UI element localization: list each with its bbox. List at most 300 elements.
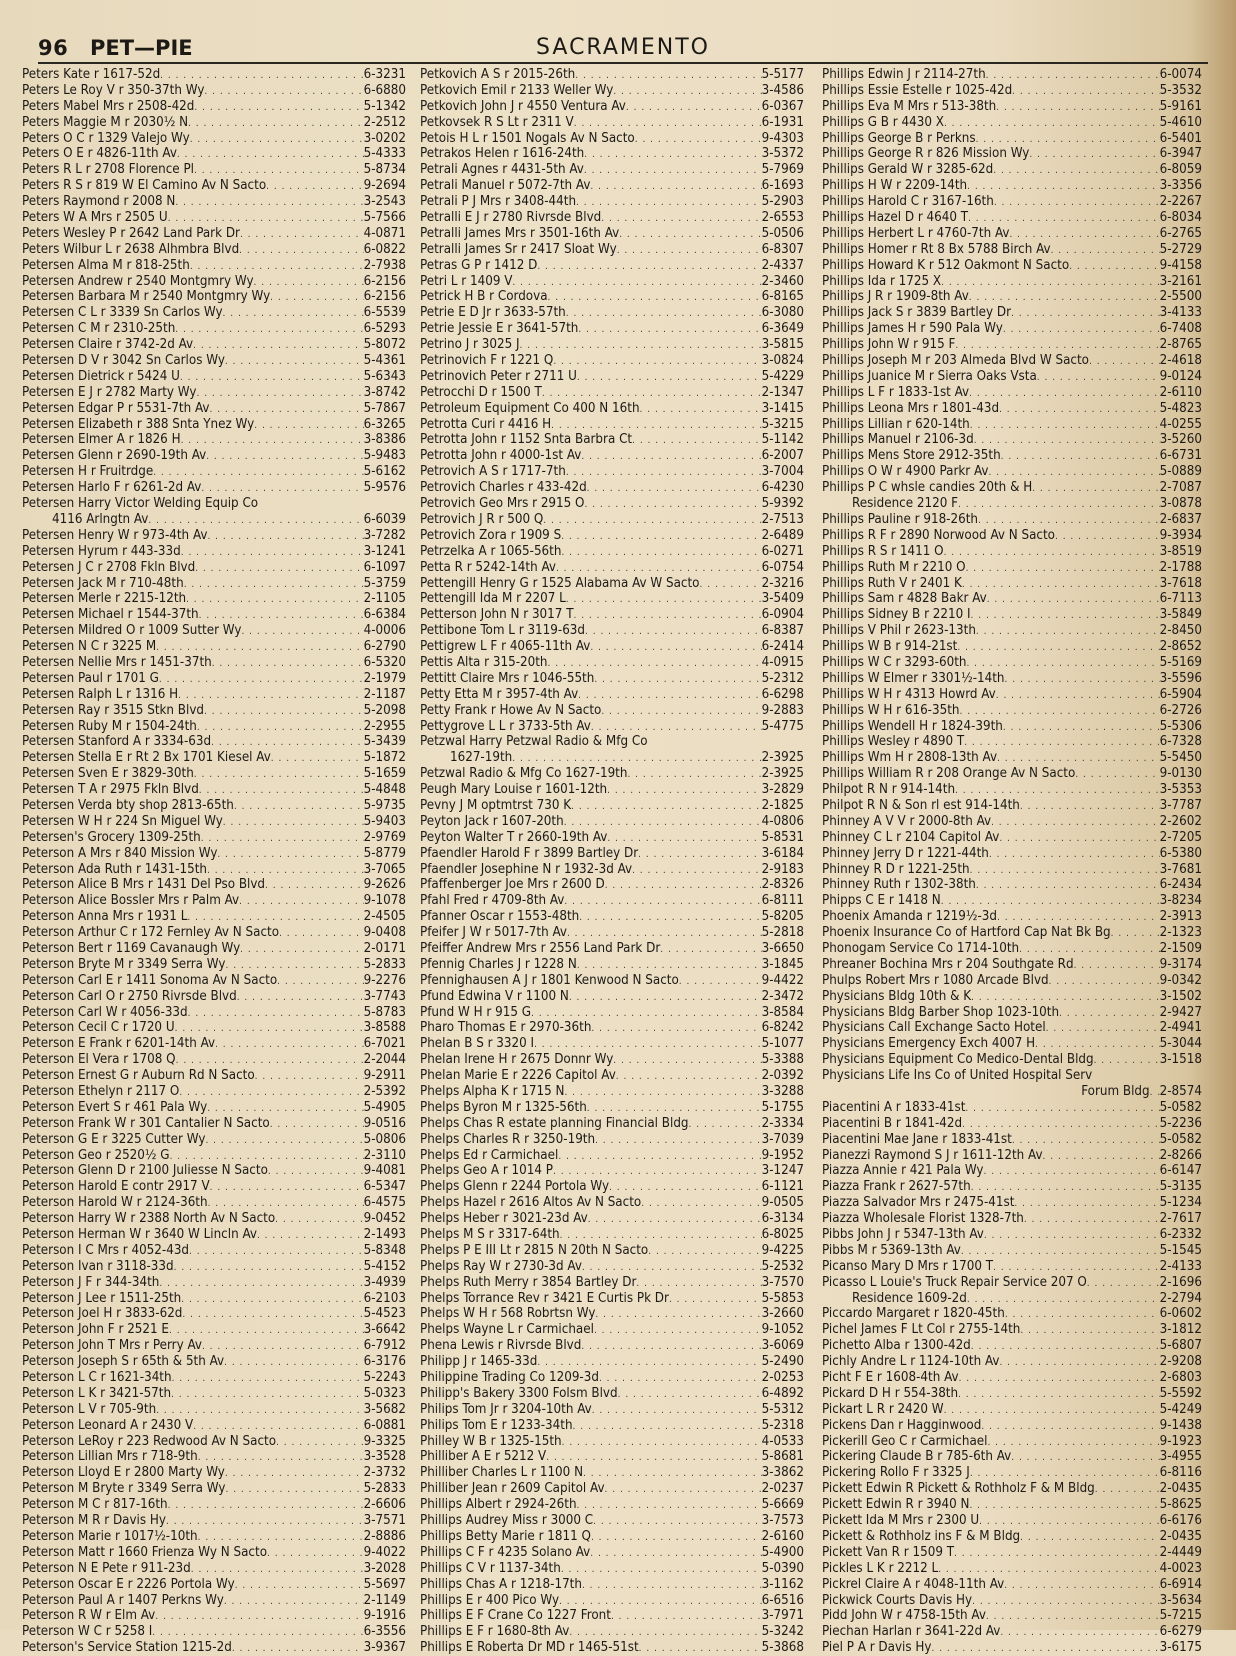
listing-name: Phillips Homer r Rt 8 Bx 5788 Birch Av	[822, 241, 1051, 257]
listing-phone: 3-5409	[761, 591, 804, 607]
listing-phone: 2-3913	[1159, 909, 1202, 925]
listing-name: Petersen Andrew r 2540 Montgmry Wy	[22, 273, 254, 289]
listing-entry	[420, 496, 804, 512]
listing-name: Peterson N E Pete r 911-23d	[22, 1560, 191, 1576]
listing-phone: 3-9367	[363, 1640, 406, 1656]
listing-name: Pfund W H r 915 G	[420, 1004, 532, 1020]
dot-leader	[1014, 1196, 1159, 1211]
listing-name: Peterson Marie r 1017½-10th	[22, 1528, 198, 1544]
dot-leader	[562, 1435, 762, 1450]
listing-entry	[420, 1179, 804, 1195]
listing-name: Peugh Mary Louise r 1601-12th	[420, 782, 608, 798]
dot-leader	[996, 688, 1160, 703]
listing-phone: 4-0915	[761, 654, 804, 670]
listing-entry	[22, 1354, 406, 1370]
dot-leader	[201, 481, 363, 496]
listing-phone: 3-3862	[761, 1465, 804, 1481]
dot-leader	[198, 1450, 364, 1465]
listing-phone: 6-0822	[363, 241, 406, 257]
listing-entry	[822, 782, 1202, 798]
listing-phone: 5-1545	[1159, 1242, 1202, 1258]
listing-name: Pfund Edwina V r 1100 N	[420, 988, 569, 1004]
dot-leader	[199, 608, 364, 623]
listing-entry	[420, 194, 804, 210]
listing-phone: 2-1509	[1159, 940, 1202, 956]
listing-name: Phillips Ida r 1725 X	[822, 273, 942, 289]
listing-phone: 9-4158	[1159, 257, 1202, 273]
listing-name: Petrocchi D r 1500 T	[420, 384, 542, 400]
listing-phone: 3-5634	[1159, 1592, 1202, 1608]
dot-leader	[225, 1482, 363, 1497]
listing-entry	[822, 544, 1202, 560]
dot-leader	[989, 847, 1160, 862]
dot-leader	[159, 672, 364, 687]
dot-leader	[187, 910, 363, 925]
listing-phone: 5-2532	[761, 1258, 804, 1274]
listing-phone: 5-7867	[363, 400, 406, 416]
listing-entry	[420, 83, 804, 99]
dot-leader	[1087, 1276, 1160, 1291]
listing-entry	[822, 1005, 1202, 1021]
listing-phone: 9-3934	[1159, 527, 1202, 543]
listing-phone: 3-0202	[363, 130, 406, 146]
listing-name: Peterson Herman W r 3640 W Lincln Av	[22, 1227, 257, 1243]
listing-entry	[22, 242, 406, 258]
listing-phone: 3-7787	[1159, 797, 1202, 813]
listing-name: Petty Frank r Howe Av N Sacto	[420, 702, 602, 718]
listing-name: Phelps Hazel r 2616 Altos Av N Sacto	[420, 1195, 642, 1211]
dot-leader	[976, 132, 1160, 147]
dot-leader	[1150, 1085, 1160, 1100]
dot-leader	[974, 433, 1160, 448]
listing-name: Petkovich Emil r 2133 Weller Wy	[420, 82, 614, 98]
listing-name: Peterson L V r 705-9th	[22, 1401, 157, 1417]
listing-phone: 6-5904	[1159, 686, 1202, 702]
listing-phone: 2-3732	[363, 1465, 406, 1481]
listing-phone: 6-1121	[761, 1179, 804, 1195]
dot-leader	[640, 402, 762, 417]
listing-phone: 3-5815	[761, 337, 804, 353]
listing-phone: 2-4449	[1159, 1544, 1202, 1560]
listing-phone: 5-1659	[363, 766, 406, 782]
listing-phone: 2-6606	[363, 1497, 406, 1513]
dot-leader	[1046, 1021, 1160, 1036]
listing-name: Peterson Arthur C r 172 Fernley Av N Sacto	[22, 925, 280, 941]
listing-name: Phillips W Elmer r 3301½-14th	[822, 670, 1005, 686]
dot-leader	[588, 1212, 762, 1227]
listing-name: Petersen Verda bty shop 2813-65th	[22, 797, 234, 813]
dot-leader	[240, 942, 363, 957]
listing-entry	[822, 99, 1202, 115]
listing-name: Phillips O W r 4900 Parkr Av	[822, 464, 989, 480]
listing-phone: 6-8116	[1159, 1465, 1202, 1481]
listing-phone: 2-2512	[363, 114, 406, 130]
dot-leader	[999, 831, 1159, 846]
listing-name: Petersen Michael r 1544-37th	[22, 607, 199, 623]
dot-leader	[234, 799, 364, 814]
listing-name: Petkovsek R S Lt r 2311 V	[420, 114, 574, 130]
listing-phone: 6-8387	[761, 623, 804, 639]
dot-leader	[266, 179, 363, 194]
listing-entry	[22, 766, 406, 782]
listing-entry	[420, 1322, 804, 1338]
dot-leader	[223, 306, 364, 321]
listing-phone: 2-1979	[363, 670, 406, 686]
listing-entry	[420, 1195, 804, 1211]
listing-phone: 9-1916	[363, 1608, 406, 1624]
listing-entry	[822, 1434, 1202, 1450]
listing-entry	[822, 989, 1202, 1005]
listing-entry	[22, 321, 406, 337]
listing-entry	[420, 1545, 804, 1561]
listing-column-3	[822, 67, 1202, 1656]
listing-name: Peters Le Roy V r 350-37th Wy	[22, 82, 205, 98]
listing-entry	[22, 1338, 406, 1354]
listing-name: Petrick H B r Cordova	[420, 289, 548, 305]
listing-name: Petersen Merle r 2215-12th	[22, 591, 187, 607]
listing-name: Peterson Glenn D r 2100 Juliesse N Sacto	[22, 1163, 268, 1179]
listing-phone: 3-5372	[761, 146, 804, 162]
listing-entry	[22, 703, 406, 719]
listing-entry	[822, 1084, 1202, 1100]
listing-name: Petersen Edgar P r 5531-7th Av	[22, 400, 210, 416]
listing-name: Picasso L Louie's Truck Repair Service 207 O	[822, 1274, 1087, 1290]
listing-phone: 9-3174	[1159, 956, 1202, 972]
listing-name: Phillips E r 400 Pico Wy	[420, 1592, 560, 1608]
listing-entry	[22, 210, 406, 226]
dot-leader	[1009, 227, 1159, 242]
listing-name: Pickering Claude B r 785-6th Av	[822, 1449, 1012, 1465]
listing-entry	[822, 210, 1202, 226]
dot-leader	[571, 799, 761, 814]
listing-name: Phelps Ed r Carmichael	[420, 1147, 559, 1163]
listing-phone: 2-1323	[1159, 925, 1202, 941]
listing-name: Phillips W C r 3293-60th	[822, 654, 967, 670]
listing-entry	[420, 719, 804, 735]
listing-name: Phillips Juanice M r Sierra Oaks Vsta	[822, 368, 1037, 384]
listing-phone: 5-6807	[1159, 1338, 1202, 1354]
listing-entry	[822, 1481, 1202, 1497]
listing-entry	[822, 1640, 1202, 1656]
dot-leader	[962, 1117, 1160, 1132]
listing-entry	[822, 162, 1202, 178]
listing-name: Philley W B r 1325-15th	[420, 1433, 562, 1449]
dot-leader	[257, 1228, 364, 1243]
listing-entry	[420, 560, 804, 576]
listing-phone: 3-7618	[1159, 575, 1202, 591]
listing-entry	[420, 1211, 804, 1227]
dot-leader	[194, 767, 364, 782]
listing-phone: 2-7205	[1159, 829, 1202, 845]
listing-entry	[420, 1434, 804, 1450]
dot-leader	[159, 1276, 363, 1291]
listing-phone: 5-6669	[761, 1497, 804, 1513]
dot-leader	[239, 243, 363, 258]
dot-leader	[609, 1180, 762, 1195]
listing-name: Petersen Ralph L r 1316 H	[22, 686, 179, 702]
listing-entry	[822, 1577, 1202, 1593]
listing-name: Petrakos Helen r 1616-24th	[420, 146, 585, 162]
dot-leader	[601, 211, 761, 226]
listing-name: Pickard D H r 554-38th	[822, 1385, 959, 1401]
listing-entry	[420, 1036, 804, 1052]
listing-entry	[22, 877, 406, 893]
listing-phone: 6-3265	[363, 416, 406, 432]
listing-entry	[420, 1402, 804, 1418]
listing-phone: 6-6516	[761, 1592, 804, 1608]
listing-entry	[22, 448, 406, 464]
dot-leader	[531, 1006, 762, 1021]
listing-name: Pichly Andre L r 1124-10th Av	[822, 1354, 1000, 1370]
dot-leader	[189, 1244, 364, 1259]
listing-phone: 5-3439	[363, 734, 406, 750]
dot-leader	[944, 545, 1160, 560]
dot-leader	[195, 561, 363, 576]
listing-entry	[420, 258, 804, 274]
listing-phone: 9-4225	[761, 1242, 804, 1258]
listing-entry	[22, 480, 406, 496]
listing-name: 4116 Arlngtn Av	[52, 511, 149, 527]
listing-entry	[822, 115, 1202, 131]
listing-entry	[22, 941, 406, 957]
dot-leader	[271, 751, 364, 766]
listing-phone: 6-0367	[761, 98, 804, 114]
city-title: SACRAMENTO	[536, 35, 710, 60]
dot-leader	[582, 1578, 762, 1593]
listing-phone: 3-7282	[363, 527, 406, 543]
listing-phone: 2-8765	[1159, 337, 1202, 353]
listing-name: Petersen Ruby M r 1504-24th	[22, 718, 197, 734]
listing-phone: 6-2156	[363, 273, 406, 289]
dot-leader	[611, 1609, 762, 1624]
listing-phone: 6-7328	[1159, 734, 1202, 750]
listing-phone: 2-1105	[363, 591, 406, 607]
listing-phone: 5-0323	[363, 1385, 406, 1401]
dot-leader	[965, 1101, 1159, 1116]
listing-name: Petersen's Grocery 1309-25th	[22, 829, 201, 845]
listing-entry	[22, 289, 406, 305]
listing-phone: 5-4152	[363, 1258, 406, 1274]
listing-phone: 2-0171	[363, 940, 406, 956]
listing-phone: 3-8588	[363, 1020, 406, 1036]
dot-leader	[210, 1180, 364, 1195]
dot-leader	[584, 147, 761, 162]
listing-entry	[22, 973, 406, 989]
listing-phone: 6-5347	[363, 1179, 406, 1195]
listing-name: Peterson Carl E r 1411 Sonoma Av N Sacto	[22, 972, 278, 988]
listing-phone: 6-2790	[363, 639, 406, 655]
listing-name: Phelps Charles R r 3250-19th	[420, 1131, 596, 1147]
listing-entry	[22, 1291, 406, 1307]
listing-name: Peterson L C r 1621-34th	[22, 1370, 172, 1386]
dot-leader	[170, 1149, 364, 1164]
listing-phone: 5-7566	[363, 210, 406, 226]
listing-entry	[822, 1465, 1202, 1481]
listing-phone: 5-1872	[363, 750, 406, 766]
listing-phone: 9-2911	[363, 1068, 406, 1084]
listing-entry	[420, 687, 804, 703]
dot-leader	[962, 577, 1160, 592]
listing-phone: 5-9403	[363, 813, 406, 829]
listing-name: Petrie E D Jr r 3633-57th	[420, 305, 566, 321]
listing-phone: 9-2883	[761, 702, 804, 718]
listing-name: Peterson Geo r 2520½ G	[22, 1147, 170, 1163]
listing-entry	[420, 1624, 804, 1640]
dot-leader	[169, 1323, 364, 1338]
listing-phone: 2-1788	[1159, 559, 1202, 575]
listing-name: Peterson John F r 2521 E	[22, 1322, 169, 1338]
dot-leader	[958, 1387, 1160, 1402]
dot-leader	[607, 831, 761, 846]
dot-leader	[255, 1069, 364, 1084]
listing-entry	[822, 639, 1202, 655]
dot-leader	[232, 1641, 364, 1656]
listing-phone: 2-4618	[1159, 353, 1202, 369]
listing-phone: 2-4941	[1159, 1020, 1202, 1036]
listing-entry	[22, 1402, 406, 1418]
listing-phone: 9-0516	[363, 1115, 406, 1131]
listing-name: Phillips G B r 4430 X	[822, 114, 944, 130]
listing-name: Petersen Mildred O r 1009 Sutter Wy	[22, 623, 242, 639]
listing-phone: 3-1247	[761, 1163, 804, 1179]
listing-phone: 6-2414	[761, 639, 804, 655]
listing-phone: 2-6553	[761, 210, 804, 226]
listing-entry	[822, 1529, 1202, 1545]
listing-entry	[420, 846, 804, 862]
dot-leader	[1019, 942, 1160, 957]
dot-leader	[591, 1021, 761, 1036]
listing-entry	[22, 1005, 406, 1021]
listing-name: Phillips Wesley r 4890 T	[822, 734, 965, 750]
dot-leader	[225, 354, 364, 369]
listing-phone: 5-4249	[1159, 1401, 1202, 1417]
dot-leader	[639, 1641, 762, 1656]
listing-phone: 2-3216	[761, 575, 804, 591]
listing-phone: 2-9769	[363, 829, 406, 845]
dot-leader	[976, 624, 1160, 639]
listing-phone: 2-2602	[1159, 813, 1202, 829]
listing-name: Physicians Emergency Exch 4007 H	[822, 1036, 1036, 1052]
dot-leader	[564, 894, 761, 909]
dot-leader	[970, 1466, 1160, 1481]
dot-leader	[958, 497, 1160, 512]
listing-name: Pettibone Tom L r 3119-63d	[420, 623, 586, 639]
listing-name: Phreaner Bochina Mrs r 204 Southgate Rd	[822, 956, 1074, 972]
listing-entry	[22, 305, 406, 321]
listing-entry	[420, 1259, 804, 1275]
dot-leader	[181, 1292, 363, 1307]
listing-entry	[22, 560, 406, 576]
dot-leader	[1011, 1450, 1159, 1465]
listing-entry	[822, 925, 1202, 941]
dot-leader	[207, 1101, 363, 1116]
listing-name: Pickett Ida M Mrs r 2300 U	[822, 1513, 980, 1529]
dot-leader	[172, 1371, 364, 1386]
listing-phone: 5-3532	[1159, 82, 1202, 98]
listing-phone: 5-2098	[363, 702, 406, 718]
listing-phone: 9-0124	[1159, 368, 1202, 384]
listing-name: Petersen J C r 2708 Fkln Blvd	[22, 559, 196, 575]
listing-name: Philliber Jean r 2609 Capitol Av	[420, 1481, 605, 1497]
listing-phone: 3-0878	[1159, 496, 1202, 512]
listing-entry	[22, 1513, 406, 1529]
dot-leader	[679, 974, 762, 989]
listing-phone: 5-1077	[761, 1036, 804, 1052]
listing-phone: 6-5293	[363, 321, 406, 337]
dot-leader	[579, 910, 761, 925]
listing-entry	[420, 1418, 804, 1434]
listing-name: Phinney C L r 2104 Capitol Av	[822, 829, 1000, 845]
listing-entry	[22, 369, 406, 385]
listing-entry	[420, 798, 804, 814]
dot-leader	[969, 1498, 1159, 1513]
dot-leader	[186, 592, 364, 607]
listing-name: Pettengill Henry G r 1525 Alabama Av W Sacto	[420, 575, 700, 591]
listing-name: Petrotta Curi r 4416 H	[420, 416, 552, 432]
listing-name: Peterson Carl W r 4056-33d	[22, 1004, 188, 1020]
listing-phone: 5-6162	[363, 464, 406, 480]
dot-leader	[613, 84, 761, 99]
listing-phone: 6-2434	[1159, 877, 1202, 893]
listing-entry	[420, 274, 804, 290]
listing-name: Piacentini B r 1841-42d	[822, 1115, 963, 1131]
listing-phone: 6-3649	[761, 321, 804, 337]
listing-name: Phillips Joseph M r 203 Almeda Blvd W Sacto	[822, 353, 1089, 369]
dot-leader	[561, 529, 761, 544]
listing-phone: 5-8779	[363, 845, 406, 861]
listing-name: Piel P A r Davis Hy	[822, 1640, 932, 1656]
listing-name: Phelps Geo A r 1014 P	[420, 1163, 554, 1179]
listing-name: Peterson Joel H r 3833-62d	[22, 1306, 183, 1322]
listing-entry	[22, 528, 406, 544]
listing-entry	[420, 1593, 804, 1609]
listing-entry	[420, 1132, 804, 1148]
listing-phone: 6-0074	[1159, 67, 1202, 82]
listing-phone: 6-5380	[1159, 845, 1202, 861]
listing-phone: 5-4361	[363, 353, 406, 369]
listing-entry	[420, 464, 804, 480]
listing-name: Peterson Bert r 1169 Cavanaugh Wy	[22, 940, 241, 956]
listing-phone: 5-2903	[761, 194, 804, 210]
listing-entry	[22, 814, 406, 830]
listing-name: Phelps Ray W r 2730-3d Av	[420, 1258, 582, 1274]
dot-leader	[999, 1355, 1159, 1370]
listing-entry	[822, 1386, 1202, 1402]
listing-entry	[22, 1052, 406, 1068]
listing-entry	[420, 1513, 804, 1529]
dot-leader	[984, 1228, 1160, 1243]
dot-leader	[561, 545, 761, 560]
listing-phone: 3-7039	[761, 1131, 804, 1147]
dot-leader	[632, 433, 762, 448]
dot-leader	[546, 1450, 761, 1465]
listing-entry	[822, 131, 1202, 147]
listing-phone: 9-4022	[363, 1544, 406, 1560]
listing-entry	[822, 242, 1202, 258]
listing-entry	[822, 655, 1202, 671]
listing-name: Petrinovich Peter r 2711 U	[420, 368, 577, 384]
dot-leader	[627, 767, 761, 782]
listing-entry	[22, 1195, 406, 1211]
listing-entry	[420, 337, 804, 353]
listing-entry	[22, 639, 406, 655]
dot-leader	[1012, 84, 1159, 99]
dot-leader	[618, 1387, 762, 1402]
dot-leader	[997, 910, 1160, 925]
dot-leader	[970, 863, 1160, 878]
listing-name: Phillips Pauline r 918-26th	[822, 511, 978, 527]
dot-leader	[1024, 1212, 1160, 1227]
